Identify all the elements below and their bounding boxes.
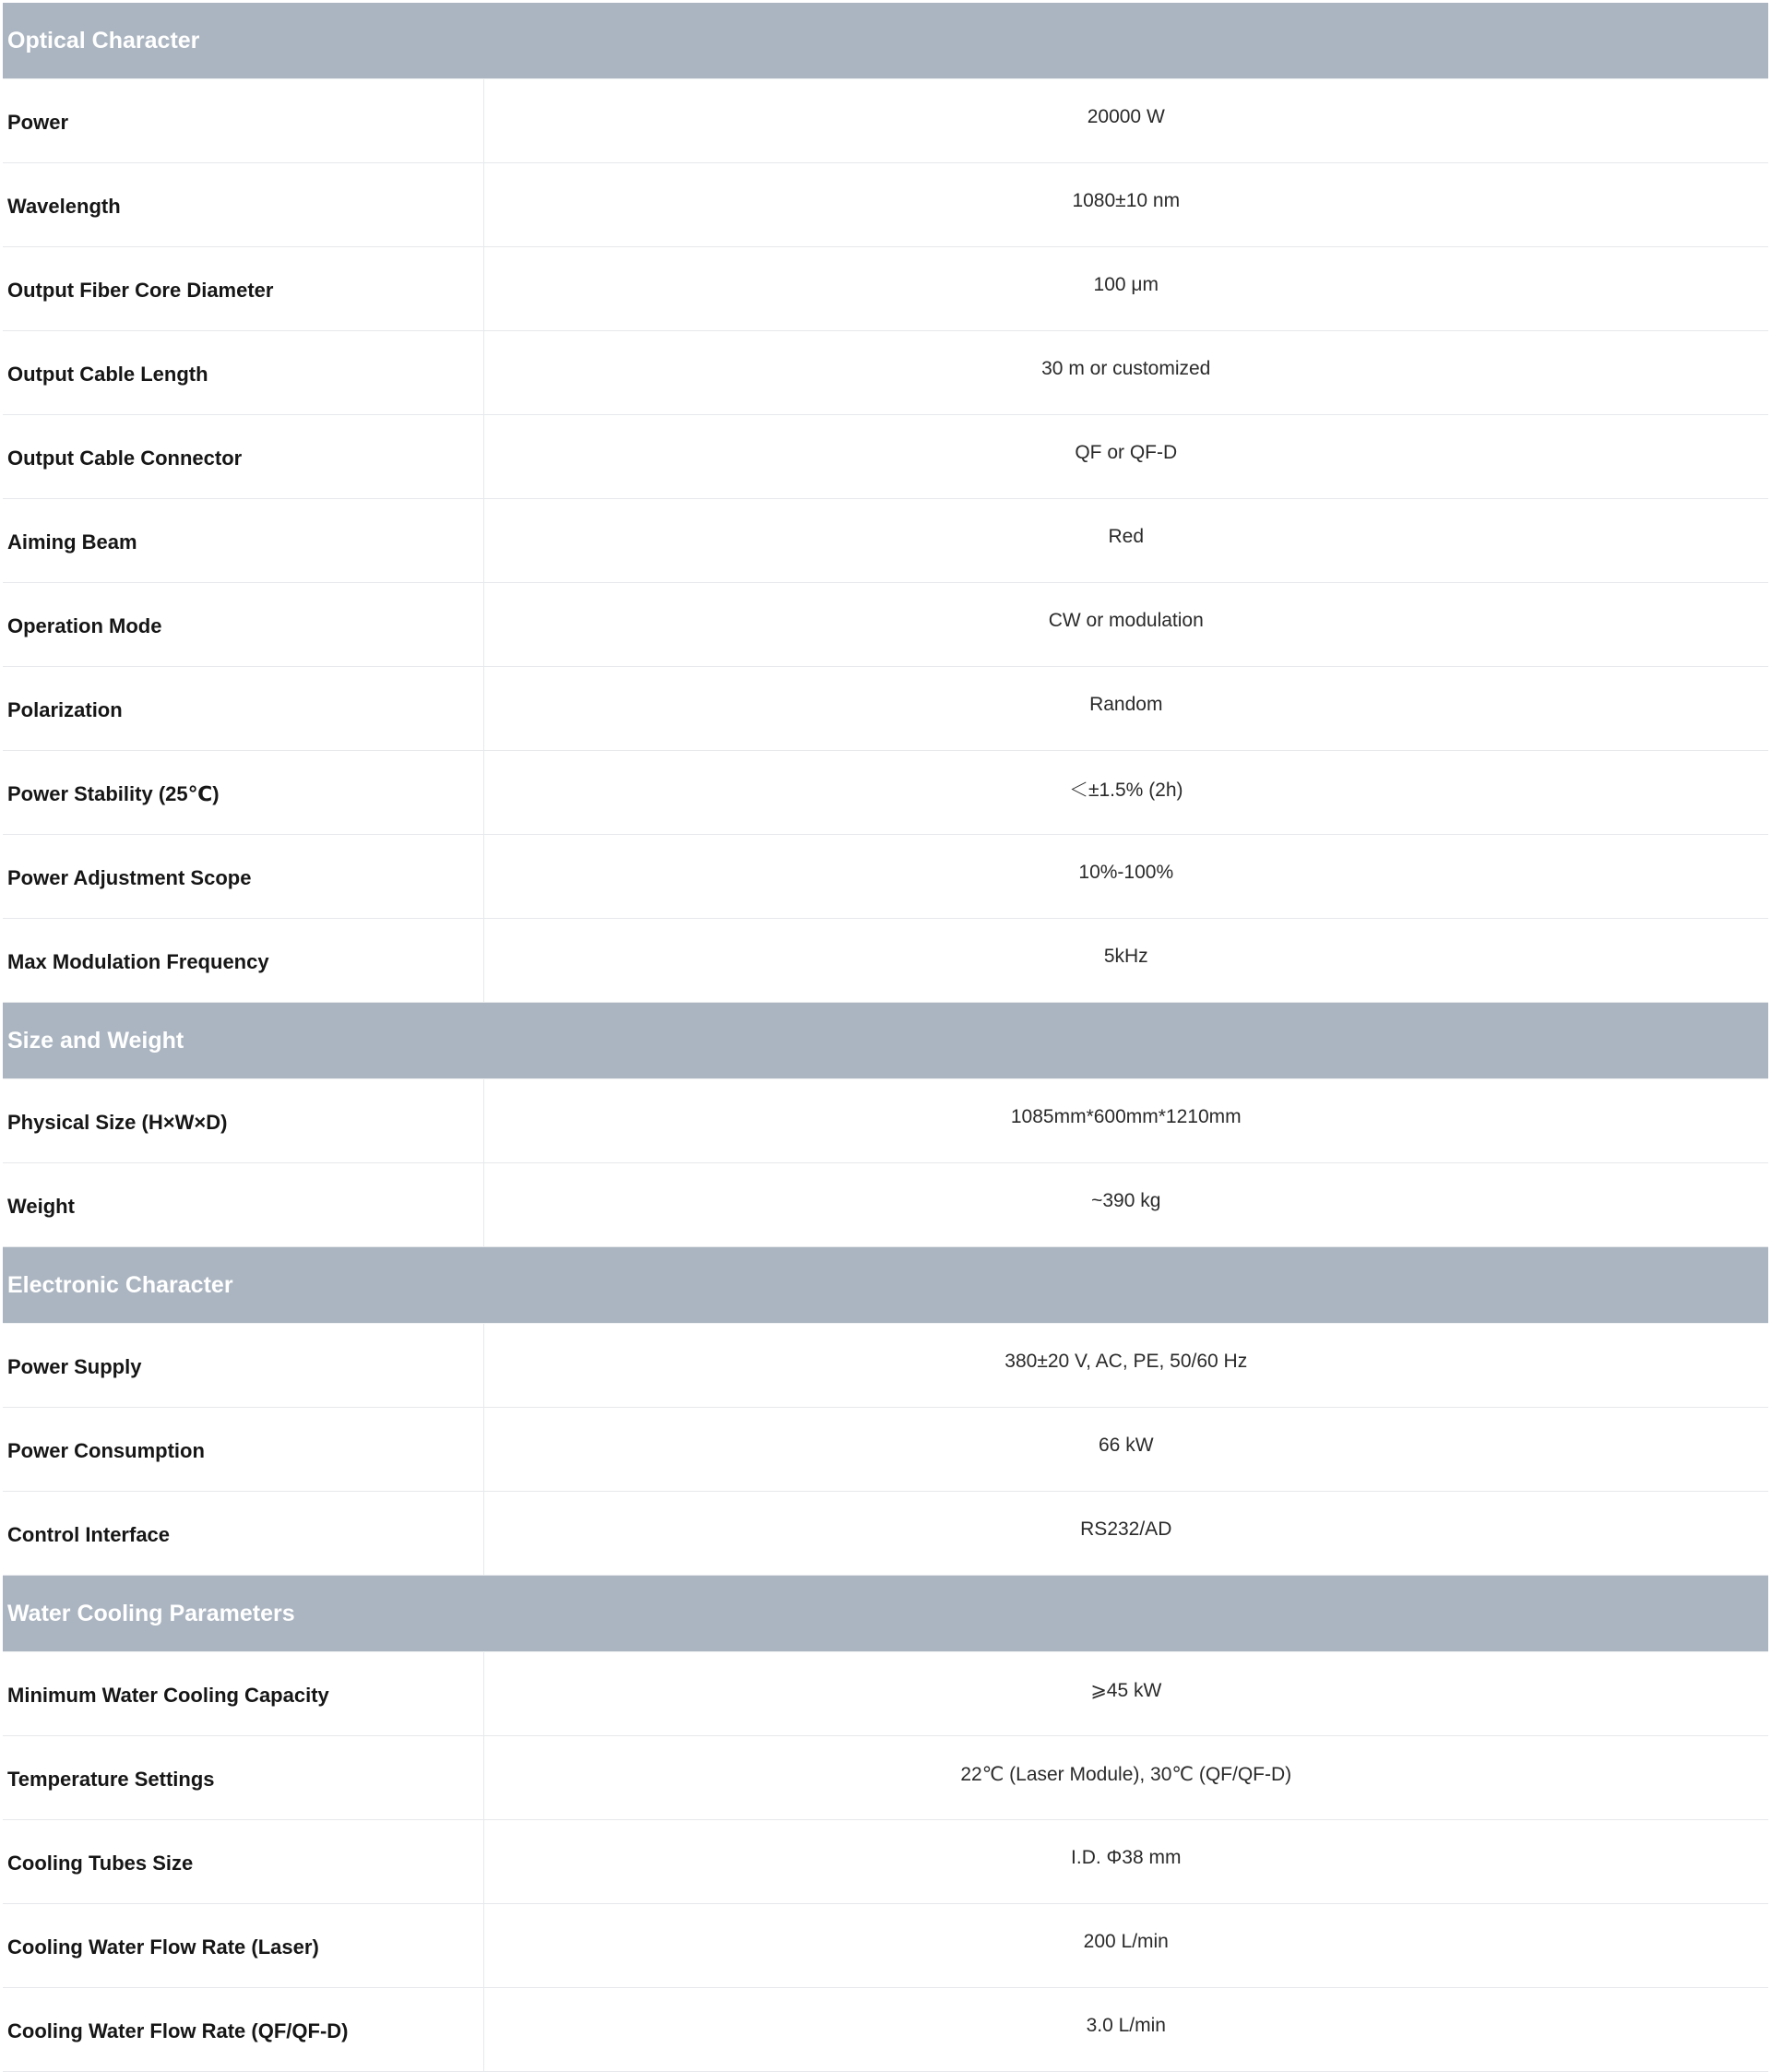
spec-value: 200 L/min — [483, 1904, 1768, 1988]
spec-label: Output Fiber Core Diameter — [3, 247, 483, 331]
spec-label: Output Cable Connector — [3, 415, 483, 499]
table-row — [3, 79, 1768, 163]
table-row — [3, 1408, 1768, 1492]
spec-label: Polarization — [3, 667, 483, 751]
spec-label: Power Stability (25℃) — [3, 751, 483, 835]
table-row — [3, 1163, 1768, 1247]
section-title: Water Cooling Parameters — [3, 1576, 1768, 1652]
table-row — [3, 583, 1768, 667]
spec-label: Operation Mode — [3, 583, 483, 667]
spec-label: Aiming Beam — [3, 499, 483, 583]
spec-label: Power Adjustment Scope — [3, 835, 483, 919]
spec-value: 5kHz — [483, 919, 1768, 1003]
spec-label: Power — [3, 79, 483, 163]
table-row — [3, 1736, 1768, 1820]
table-row — [3, 247, 1768, 331]
spec-value: 380±20 V, AC, PE, 50/60 Hz — [483, 1324, 1768, 1408]
table-row — [3, 1652, 1768, 1736]
table-row — [3, 1904, 1768, 1988]
spec-value: ⩾45 kW — [483, 1652, 1768, 1736]
table-row — [3, 1492, 1768, 1576]
table-row — [3, 667, 1768, 751]
spec-label: Weight — [3, 1163, 483, 1247]
table-row — [3, 751, 1768, 835]
table-row — [3, 415, 1768, 499]
spec-label: Power Supply — [3, 1324, 483, 1408]
section-title: Electronic Character — [3, 1247, 1768, 1324]
section-header-electronic-character — [3, 1247, 1768, 1324]
spec-value: 30 m or customized — [483, 331, 1768, 415]
table-row — [3, 1324, 1768, 1408]
spec-label: Physical Size (H×W×D) — [3, 1079, 483, 1163]
spec-value: Random — [483, 667, 1768, 751]
spec-label: Cooling Water Flow Rate (QF/QF-D) — [3, 1988, 483, 2072]
spec-value: 1080±10 nm — [483, 163, 1768, 247]
table-row — [3, 835, 1768, 919]
spec-label: Minimum Water Cooling Capacity — [3, 1652, 483, 1736]
section-header-size-and-weight — [3, 1003, 1768, 1079]
spec-label: Wavelength — [3, 163, 483, 247]
table-row — [3, 1820, 1768, 1904]
spec-value: 3.0 L/min — [483, 1988, 1768, 2072]
table-row — [3, 1988, 1768, 2072]
table-row — [3, 499, 1768, 583]
spec-label: Cooling Tubes Size — [3, 1820, 483, 1904]
table-row — [3, 1079, 1768, 1163]
spec-value: RS232/AD — [483, 1492, 1768, 1576]
spec-label: Cooling Water Flow Rate (Laser) — [3, 1904, 483, 1988]
section-title: Optical Character — [3, 3, 1768, 79]
table-row — [3, 919, 1768, 1003]
spec-value: ~390 kg — [483, 1163, 1768, 1247]
section-header-optical-character — [3, 3, 1768, 79]
spec-table — [3, 3, 1768, 2072]
spec-label: Control Interface — [3, 1492, 483, 1576]
spec-label: Output Cable Length — [3, 331, 483, 415]
spec-label: Max Modulation Frequency — [3, 919, 483, 1003]
spec-label: Power Consumption — [3, 1408, 483, 1492]
spec-label: Temperature Settings — [3, 1736, 483, 1820]
table-row — [3, 331, 1768, 415]
section-header-water-cooling-parameters — [3, 1576, 1768, 1652]
table-row — [3, 163, 1768, 247]
spec-value: Red — [483, 499, 1768, 583]
spec-value: 20000 W — [483, 79, 1768, 163]
spec-value: 22℃ (Laser Module), 30℃ (QF/QF-D) — [483, 1736, 1768, 1820]
spec-value: ＜±1.5% (2h) — [483, 751, 1768, 835]
spec-value: CW or modulation — [483, 583, 1768, 667]
spec-value: 66 kW — [483, 1408, 1768, 1492]
spec-value: I.D. Φ38 mm — [483, 1820, 1768, 1904]
spec-value: QF or QF-D — [483, 415, 1768, 499]
section-title: Size and Weight — [3, 1003, 1768, 1079]
spec-value: 100 μm — [483, 247, 1768, 331]
spec-value: 10%-100% — [483, 835, 1768, 919]
spec-value: 1085mm*600mm*1210mm — [483, 1079, 1768, 1163]
